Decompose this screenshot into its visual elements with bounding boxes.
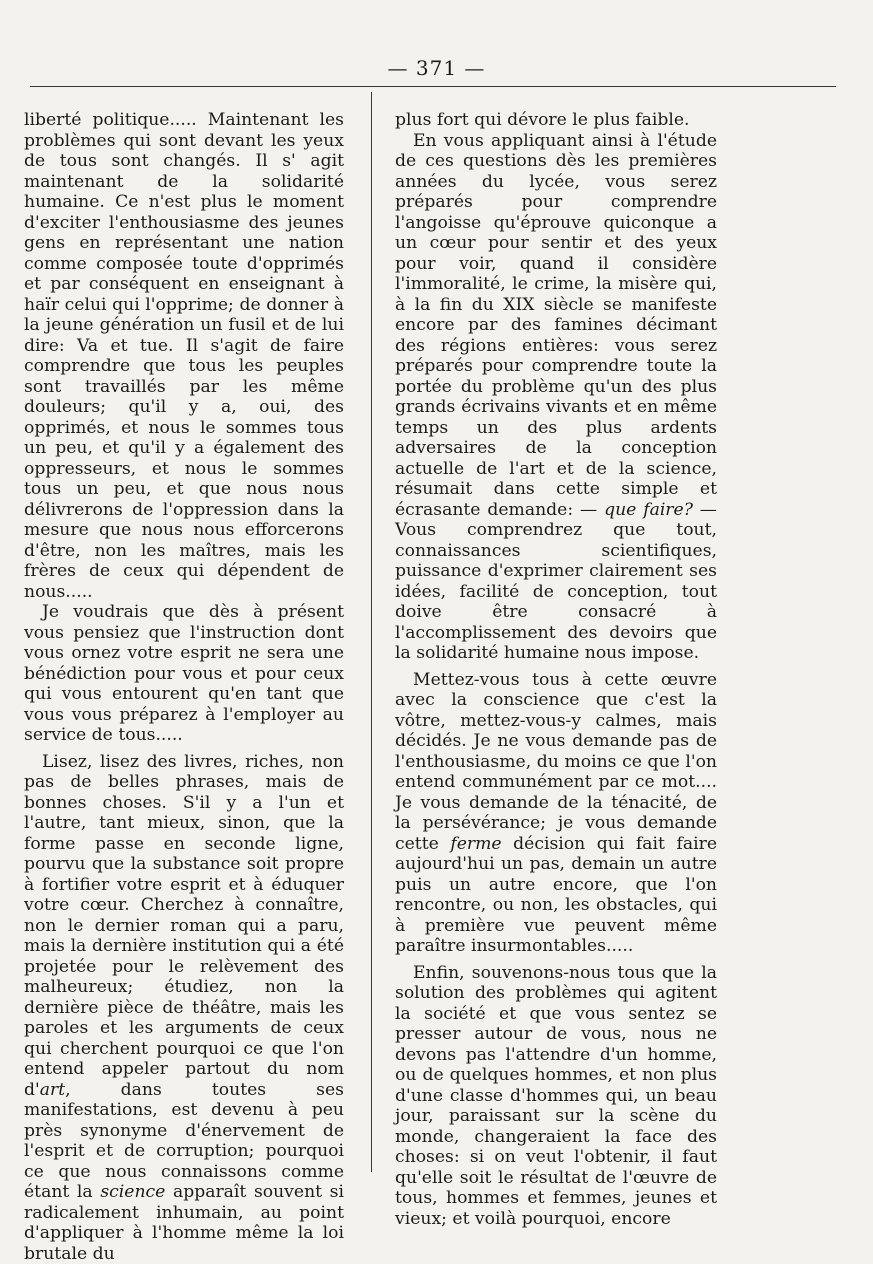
word-ferme: ferme — [450, 834, 501, 854]
left-paragraph-3 — [24, 752, 344, 1264]
word-science: science — [100, 1182, 165, 1202]
left-column — [24, 110, 344, 1264]
right-paragraph-4: Enfin, souvenons-nous tous que la solution des problèmes qui agitent la société et que vous sentez se presser autour de vous, nous ne devons pas l'attendre d'un homme, ou de quelques hommes, et non plus d'une classe d'hommes qui, un beau jour, paraissant sur la scène du monde, changeraient la face des choses: si on veut l'obtenir, il faut qu'elle soit le résultat de l'œuvre de tous, hommes et femmes, jeunes et vieux; et voilà pourquoi, encore — [395, 963, 717, 1230]
column-divider — [371, 92, 372, 1172]
left-paragraph-3-part-b: , dans toutes ses manifestations, est devenu à peu près synonyme d'énervement de l'esprit et de corruption; pourquoi ce que nous connaissons comme étant la — [24, 1080, 344, 1203]
left-paragraph-1: liberté politique..... Maintenant les problèmes qui sont devant les yeux de tous sont changés. Il s' agit maintenant de la solidarité humaine. Ce n'est plus le moment d'exciter l'enthousiasme des jeunes gens en représentant une nation comme composée toute d'opprimés et par conséquent en enseignant à haïr celui qui l'opprime; de donner à la jeune génération un fusil et de lui dire: Va et tue. Il s'agit de faire comprendre que tous les peuples sont travaillés par les même douleurs; qu'il y a, oui, des opprimés, et nous le sommes tous un peu, et qu'il y a également des oppresseurs, et nous le sommes tous un peu, et que nous nous délivrerons de l'oppression dans la mesure que nous nous efforcerons d'être, non les maîtres, mais les frères de ceux qui dépendent de nous..... — [24, 110, 344, 602]
left-paragraph-3-part-a: Lisez, lisez des livres, riches, non pas de belles phrases, mais de bonnes choses. S'il y a l'un et l'autre, tant mieux, sinon, que la forme passe en seconde ligne, pourvu que la substance soit propre à fortifier votre esprit et à éduquer votre cœur. Cherchez à connaître, non le dernier roman qui a paru, mais la dernière institution qui a été projetée pour le relèvement des malheureux; étudiez, non la dernière pièce de théâtre, mais les paroles et les arguments de ceux qui cherchent pourquoi ce que l'on entend appeler partout du nom d' — [24, 752, 344, 1100]
right-paragraph-3-part-b: décision qui fait faire aujourd'hui un pas, demain un autre puis un autre encore, que l'on rencontre, ou non, les obstacles, qui à première vue peuvent même paraître insurmontables..... — [395, 834, 717, 957]
left-paragraph-3-part-c: apparaît souvent si radicalement inhumain, au point d'appliquer à l'homme même la loi brutale du — [24, 1182, 344, 1264]
right-paragraph-2-part-b: — Vous comprendrez que tout, connaissances scientifiques, puissance d'exprimer clairement ses idées, facilité de conception, tout doive être consacré à l'accomplissement des devoirs que la solidarité humaine nous impose. — [395, 500, 717, 664]
page-number: — 371 — — [0, 56, 873, 80]
right-paragraph-3 — [395, 670, 717, 957]
right-paragraph-1: plus fort qui dévore le plus faible. — [395, 110, 717, 131]
phrase-que-faire: que faire? — [604, 500, 693, 520]
word-art: art — [40, 1080, 65, 1100]
right-paragraph-2-part-a: En vous appliquant ainsi à l'étude de ces questions dès les premières années du lycée, vous serez préparés pour comprendre l'angoisse qu'éprouve quiconque a un cœur pour sentir et des yeux pour voir, quand il considère l'immoralité, le crime, la misère qui, à la fin du XIX siècle se manifeste encore par des famines décimant des régions entières: vous serez préparés pour comprendre toute la portée du problème qu'un des plus grands écrivains vivants et en même temps un des plus ardents adversaires de la conception actuelle de l'art et de la science, résumait dans cette simple et écrasante demande: — — [395, 131, 717, 520]
right-column — [395, 110, 717, 1229]
header-rule — [30, 86, 836, 87]
right-paragraph-2 — [395, 131, 717, 664]
left-paragraph-2: Je voudrais que dès à présent vous pensiez que l'instruction dont vous ornez votre esprit ne sera une bénédiction pour vous et pour ceux qui vous entourent qu'en tant que vous vous préparez à l'employer au service de tous..... — [24, 602, 344, 746]
right-paragraph-3-part-a: Mettez-vous tous à cette œuvre avec la conscience que c'est la vôtre, mettez-vous-y calmes, mais décidés. Je ne vous demande pas de l'enthousiasme, du moins ce que l'on entend communément par ce mot.... Je vous demande de la ténacité, de la persévérance; je vous demande cette — [395, 670, 717, 854]
